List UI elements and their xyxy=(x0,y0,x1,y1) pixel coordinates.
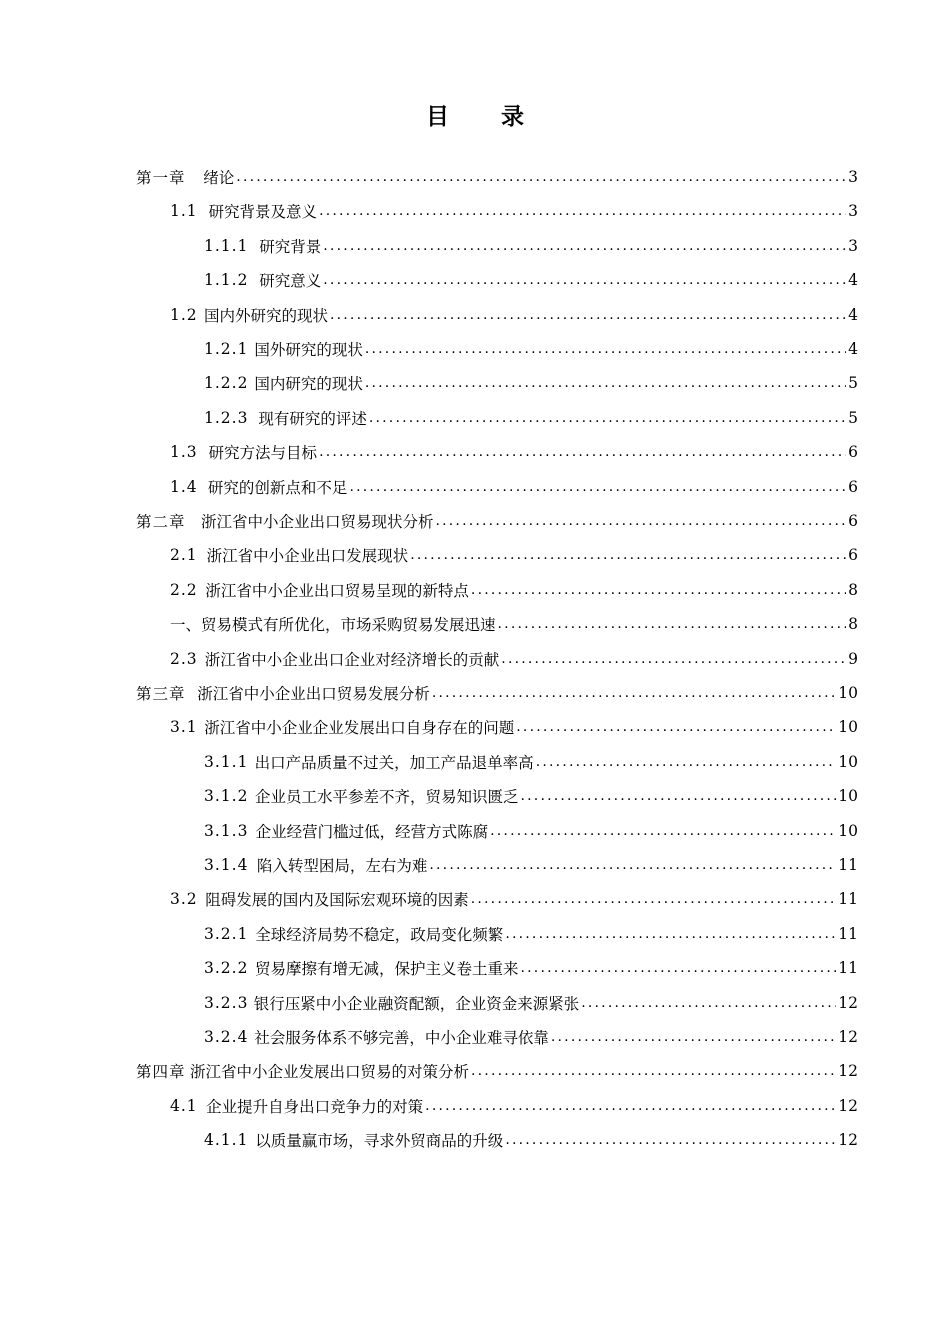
toc-entry-number: 1.2.2 xyxy=(204,374,249,393)
toc-entry[interactable] xyxy=(170,882,858,916)
toc-entry-label: 现有研究的评述 xyxy=(258,409,367,428)
toc-entry-label: 浙江省中小企业出口贸易现状分析 xyxy=(200,513,434,531)
toc-entry-label: 研究背景 xyxy=(259,237,322,256)
toc-entry-page-number: 10 xyxy=(838,752,858,771)
toc-entry-label: 社会服务体系不够完善，中小企业难寻依靠 xyxy=(254,1029,549,1047)
toc-entry-label: 国内外研究的现状 xyxy=(203,306,328,325)
toc-entry[interactable] xyxy=(136,504,858,538)
toc-entry[interactable] xyxy=(170,642,858,676)
toc-entry[interactable] xyxy=(170,573,858,607)
toc-leader-dots xyxy=(471,1063,836,1079)
toc-entry[interactable] xyxy=(204,779,858,813)
toc-entry[interactable] xyxy=(170,607,858,641)
toc-entry[interactable] xyxy=(204,401,858,435)
toc-entry[interactable] xyxy=(204,848,858,882)
toc-leader-dots xyxy=(369,410,846,426)
toc-leader-dots xyxy=(501,651,846,667)
toc-entry-label: 研究背景及意义 xyxy=(208,203,318,222)
toc-leader-dots xyxy=(505,926,836,942)
toc-entry-page-number: 12 xyxy=(838,1096,858,1115)
toc-entry-page-number: 9 xyxy=(848,649,858,668)
toc-entry-number: 第三章 xyxy=(136,685,186,703)
toc-entry-number: 1.1 xyxy=(170,202,198,221)
toc-entry-label: 国内研究的现状 xyxy=(254,375,363,394)
toc-leader-dots xyxy=(490,823,836,839)
toc-entry-number: 3.1.2 xyxy=(204,787,249,806)
toc-entry-label: 浙江省中小企业出口贸易呈现的新特点 xyxy=(205,581,469,600)
toc-entry-number: 2.1 xyxy=(170,546,198,565)
toc-entry-page-number: 6 xyxy=(848,477,858,496)
toc-entry-number: 4.1.1 xyxy=(204,1131,249,1150)
toc-entry-label: 陷入转型困局，左右为难 xyxy=(256,857,428,875)
toc-entry-label: 浙江省中小企业出口贸易发展分析 xyxy=(197,685,430,703)
toc-entry-page-number: 11 xyxy=(838,890,858,909)
toc-entry-number: 1.3 xyxy=(170,443,198,462)
toc-leader-dots xyxy=(498,616,847,632)
toc-entry-page-number: 11 xyxy=(838,959,858,978)
toc-leader-dots xyxy=(471,582,846,598)
toc-entry-label: 银行压紧中小企业融资配额，企业资金来源紧张 xyxy=(253,994,580,1013)
toc-entry-page-number: 3 xyxy=(848,236,858,255)
toc-entry[interactable] xyxy=(204,986,858,1020)
toc-entry-page-number: 10 xyxy=(838,718,858,737)
toc-entry[interactable] xyxy=(204,814,858,848)
toc-entry-page-number: 12 xyxy=(838,1131,858,1150)
toc-entry-page-number: 12 xyxy=(838,1062,858,1081)
toc-entry-number: 2.2 xyxy=(170,580,198,599)
toc-entry-number: 3.1 xyxy=(170,718,198,737)
toc-entry-label: 企业员工水平参差不齐，贸易知识匮乏 xyxy=(254,788,519,807)
toc-entry[interactable] xyxy=(204,745,858,779)
toc-entry-number: 1.1.1 xyxy=(204,236,249,255)
toc-entry-number: 2.3 xyxy=(170,649,198,668)
toc-leader-dots xyxy=(330,307,846,323)
toc-entry-number: 第二章 xyxy=(136,513,186,531)
toc-entry[interactable] xyxy=(204,1123,858,1157)
toc-leader-dots xyxy=(505,1132,836,1148)
toc-entry-page-number: 11 xyxy=(838,924,858,943)
toc-entry-page-number: 3 xyxy=(848,202,858,221)
toc-entry[interactable] xyxy=(204,917,858,951)
toc-entry-page-number: 5 xyxy=(848,374,858,393)
toc-entry-page-number: 12 xyxy=(838,993,858,1012)
toc-entry-page-number: 4 xyxy=(848,271,858,290)
toc-entry[interactable] xyxy=(136,160,858,194)
toc-entry-number: 3.1.3 xyxy=(204,821,249,840)
toc-leader-dots xyxy=(536,754,837,770)
toc-entry-number: 3.2.2 xyxy=(204,959,249,978)
toc-entry[interactable] xyxy=(204,229,858,263)
toc-entry-label: 浙江省中小企业出口企业对经济增长的贡献 xyxy=(204,650,500,669)
toc-entry[interactable] xyxy=(170,1089,858,1123)
toc-entry-page-number: 6 xyxy=(848,546,858,565)
toc-entry[interactable] xyxy=(170,538,858,572)
toc-entry[interactable] xyxy=(204,332,858,366)
toc-leader-dots xyxy=(319,203,846,219)
toc-entry-label: 浙江省中小企业发展出口贸易的对策分析 xyxy=(189,1063,469,1082)
toc-entry-number: 3.2.3 xyxy=(204,993,249,1012)
toc-entry-label: 绪论 xyxy=(203,169,235,187)
toc-leader-dots xyxy=(365,341,846,357)
toc-entry-number: 3.2 xyxy=(170,890,198,909)
toc-leader-dots xyxy=(432,685,836,701)
toc-entry[interactable] xyxy=(204,951,858,985)
toc-leader-dots xyxy=(516,719,836,735)
toc-leader-dots xyxy=(521,788,837,804)
toc-entry-label: 浙江省中小企业出口发展现状 xyxy=(206,547,409,566)
toc-leader-dots xyxy=(551,1029,836,1045)
toc-entry[interactable] xyxy=(204,263,858,297)
toc-leader-dots xyxy=(521,960,837,976)
toc-entry-number: 1.1.2 xyxy=(204,271,249,290)
toc-entry[interactable] xyxy=(204,366,858,400)
toc-leader-dots xyxy=(425,1098,836,1114)
toc-entry-number: 1.4 xyxy=(170,477,198,496)
toc-entry-label: 贸易摩擦有增无减，保护主义卷土重来 xyxy=(254,960,519,979)
toc-entry-page-number: 3 xyxy=(848,168,858,186)
toc-entry-number: 4.1 xyxy=(170,1096,198,1115)
toc-entry-number: 3.1.1 xyxy=(204,752,249,771)
toc-entry-label: 一、贸易模式有所优化，市场采购贸易发展迅速 xyxy=(170,616,496,635)
toc-entry[interactable] xyxy=(170,194,858,228)
toc-entry-label: 企业提升自身出口竞争力的对策 xyxy=(206,1097,424,1116)
toc-leader-dots xyxy=(323,272,846,288)
toc-entry-label: 以质量赢市场，寻求外贸商品的升级 xyxy=(255,1132,504,1151)
toc-entry-number: 3.2.1 xyxy=(204,924,249,943)
toc-entry-number: 3.2.4 xyxy=(204,1028,249,1046)
toc-leader-dots xyxy=(236,169,846,185)
toc-leader-dots xyxy=(429,857,836,873)
toc-leader-dots xyxy=(581,995,836,1011)
toc-leader-dots xyxy=(349,479,846,495)
toc-entry-number: 1.2.3 xyxy=(204,408,249,427)
toc-entry-label: 阻碍发展的国内及国际宏观环境的因素 xyxy=(205,891,469,910)
toc-entry[interactable] xyxy=(170,298,858,332)
toc-leader-dots xyxy=(435,513,846,529)
toc-entry-number: 3.1.4 xyxy=(204,856,249,874)
toc-entry-page-number: 10 xyxy=(838,821,858,840)
toc-entry-label: 企业经营门槛过低，经营方式陈腐 xyxy=(255,822,489,841)
toc-entry-number: 第一章 xyxy=(136,169,186,187)
toc-entry-label: 研究方法与目标 xyxy=(208,444,318,463)
toc-entry-label: 研究意义 xyxy=(259,272,322,291)
toc-entry-label: 研究的创新点和不足 xyxy=(207,478,348,497)
toc-entry-page-number: 10 xyxy=(838,684,858,702)
toc-leader-dots xyxy=(323,238,846,254)
toc-entry[interactable] xyxy=(170,435,858,469)
toc-leader-dots xyxy=(471,891,837,907)
toc-entry-number: 第四章 xyxy=(136,1063,186,1082)
toc-leader-dots xyxy=(319,444,846,460)
toc-entry-page-number: 4 xyxy=(848,305,858,324)
page-title: 目 录 xyxy=(425,104,546,130)
toc-entry[interactable] xyxy=(136,676,858,710)
toc-entry-page-number: 5 xyxy=(848,408,858,427)
toc-entry-page-number: 12 xyxy=(838,1028,858,1046)
toc-entry-number: 1.2.1 xyxy=(204,340,249,358)
toc-entry-page-number: 4 xyxy=(848,340,858,358)
toc-entry-page-number: 10 xyxy=(838,787,858,806)
toc-entry-label: 全球经济局势不稳定，政局变化频繁 xyxy=(255,925,504,944)
toc-entry-page-number: 11 xyxy=(838,856,858,874)
toc-entry-label: 国外研究的现状 xyxy=(254,341,363,359)
toc-entry-page-number: 6 xyxy=(848,443,858,462)
toc-leader-dots xyxy=(365,375,846,391)
toc-leader-dots xyxy=(410,547,846,563)
toc-entry-page-number: 6 xyxy=(848,512,858,530)
toc-entry-label: 浙江省中小企业企业发展出口自身存在的问题 xyxy=(204,719,515,738)
toc-entry[interactable] xyxy=(136,1054,858,1088)
toc-entry[interactable] xyxy=(170,470,858,504)
toc-entry[interactable] xyxy=(170,710,858,744)
toc-entry-page-number: 8 xyxy=(848,580,858,599)
toc-entry-number: 1.2 xyxy=(170,305,198,324)
toc-entry-page-number: 8 xyxy=(848,615,858,634)
toc-entry[interactable] xyxy=(204,1020,858,1054)
toc-entry-label: 出口产品质量不过关，加工产品退单率高 xyxy=(254,753,534,772)
